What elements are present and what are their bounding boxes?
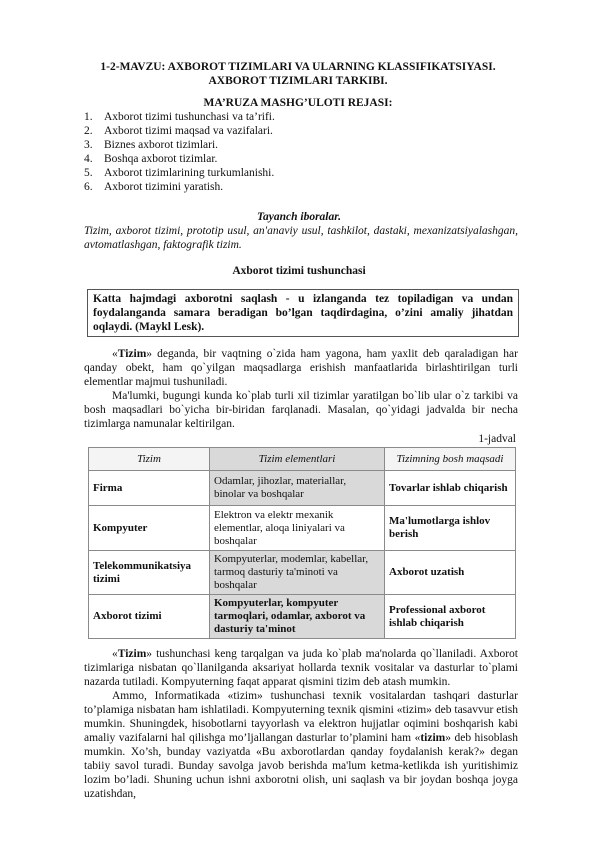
table-cell-system: Firma — [89, 471, 210, 506]
table-cell-elements: Kompyuterlar, kompyuter tarmoqlari, odamlar, axborot va dasturiy ta'minot — [210, 595, 385, 639]
plan-item-number: 1. — [84, 111, 93, 123]
column-header: Tizimning bosh maqsadi — [385, 448, 516, 471]
keywords-title: Tayanch iboralar. — [257, 211, 341, 223]
paragraph-text: » tushunchasi keng tarqalgan va juda ko`plab ma'nolarda qo`llaniladi. Axborot tizimlariga nisbatan qo`llanilganda aksariyat hollarda texnik vositalar va dasturlar to`plami nazarda tutiladi. Kompyuterning faqat apparat qismini tizim deb atash mumkin. — [84, 648, 518, 688]
table-cell-goal: Axborot uzatish — [385, 551, 516, 595]
paragraph-text: Ma'lumki, bugungi kunda ko`plab turli xil tizimlar yaratilgan bo`lib ular o`z tarkibi va bosh maqsadlari bo`yicha bir-biridan farqlanadi. Masalan, qo`yidagi jadvalda bir necha tizimlarga namunalar keltirilgan. — [84, 390, 518, 430]
plan-item-text: Axborot tizimini yaratish. — [104, 181, 224, 193]
plan-item — [84, 138, 275, 152]
table-cell-elements: Kompyuterlar, modemlar, kabellar, tarmoq dasturiy ta'minoti va boshqalar — [210, 551, 385, 595]
table-cell-system: Axborot tizimi — [89, 595, 210, 639]
keywords-text: Tizim, axborot tizimi, prototip usul, an'anaviy usul, tashkilot, dastaki, mexanizatsiyalashgan, avtomatlashgan, faktografik tizim. — [84, 225, 518, 251]
plan-item-number: 2. — [84, 125, 93, 137]
paragraph-text: Ammo, Informatikada «tizim» tushunchasi texnik vositalardan tashqari dasturlar to’plamiga nisbatan ham ishlatiladi. Kompyuterning texnik qismini «tizim» deb tasavvur etish mumkin. Shuningdek, hisobotlarni tayyorlash va elektron hujjatlar oqimini boshqarish kabi amaliy vazifalarni hal qilishga mo’ljallangan dasturlar to’plamini ham « — [84, 690, 518, 744]
title-line-1: 1-2-MAVZU: AXBOROT TIZIMLARI VA ULARNING KLASSIFIKATSIYASI. — [100, 61, 496, 73]
plan-item-number: 5. — [84, 167, 93, 179]
table-row — [89, 506, 516, 551]
table-cell-system: Telekommunikatsiya tizimi — [89, 551, 210, 595]
plan-item — [84, 124, 275, 138]
plan-list — [84, 110, 275, 194]
plan-item — [84, 180, 275, 194]
table-header-row — [89, 448, 516, 471]
paragraph-text: » deb hisoblash mumkin. Xo’sh, bunday vaziyatda «Bu axborotlardan qanday foydalanish kerak?» degan tabiiy savol turadi. Bunday savolga javob berishda ma'lum ketma-ketlikda ish yuritishimiz lozim bo’ladi. Shuning uchun ishni axborotni olish, uni saqlash va bir joydan boshqa joyga uzatishdan, — [84, 732, 518, 800]
plan-item — [84, 152, 275, 166]
table-row — [89, 551, 516, 595]
paragraph-tizim-definition — [84, 347, 518, 389]
paragraph-tizim-usage — [84, 647, 518, 689]
plan-item — [84, 166, 275, 180]
column-header: Tizim — [89, 448, 210, 471]
plan-item — [84, 110, 275, 124]
term-tizim: Tizim — [117, 648, 147, 660]
term-tizim: tizim — [420, 732, 446, 744]
plan-item-text: Boshqa axborot tizimlar. — [104, 153, 218, 165]
paragraph-text: » deganda, bir vaqtning o`zida ham yagona, ham yaxlit deb qaraladigan har qanday obekt, ham qo`yilgan maqsadlarga erishish manfaatlarida birlashtirilgan turli elementlar majmui tushuniladi. — [84, 348, 518, 388]
table-cell-goal: Ma'lumotlarga ishlov berish — [385, 506, 516, 551]
systems-table — [88, 447, 516, 639]
plan-item-text: Axborot tizimi maqsad va vazifalari. — [104, 125, 273, 137]
paragraph-informatics — [84, 689, 518, 801]
paragraph-systems-intro — [84, 389, 518, 431]
document-title — [86, 60, 510, 88]
quote-box: Katta hajmdagi axborotni saqlash - u izlanganda tez topiladigan va undan foydalanganda samara beradigan bo’lgan taqdirdagina, o’zini amaliy jihatdan oqlaydi. (Maykl Lesk). — [87, 289, 519, 337]
section-title: Axborot tizimi tushunchasi — [232, 265, 366, 277]
quote-mark: « — [112, 648, 118, 660]
term-tizim: Tizim — [117, 348, 147, 360]
title-line-2: AXBOROT TIZIMLARI TARKIBI. — [208, 75, 388, 87]
quote-mark: « — [112, 348, 118, 360]
plan-item-text: Axborot tizimlarining turkumlanishi. — [104, 167, 275, 179]
table-label: 1-jadval — [478, 433, 516, 445]
plan-item-text: Axborot tizimi tushunchasi va ta’rifi. — [104, 111, 275, 123]
table-cell-elements: Elektron va elektr mexanik elementlar, aloqa liniyalari va boshqalar — [210, 506, 385, 551]
table-cell-system: Kompyuter — [89, 506, 210, 551]
table-row — [89, 595, 516, 639]
table-cell-elements: Odamlar, jihozlar, materiallar, binolar va boshqalar — [210, 471, 385, 506]
table-cell-goal: Tovarlar ishlab chiqarish — [385, 471, 516, 506]
table-cell-goal: Professional axborot ishlab chiqarish — [385, 595, 516, 639]
table-row — [89, 471, 516, 506]
plan-item-number: 4. — [84, 153, 93, 165]
plan-item-number: 6. — [84, 181, 93, 193]
column-header: Tizim elementlari — [210, 448, 385, 471]
plan-item-number: 3. — [84, 139, 93, 151]
plan-item-text: Biznes axborot tizimlari. — [104, 139, 219, 151]
plan-title: MA’RUZA MASHG’ULOTI REJASI: — [203, 97, 393, 109]
